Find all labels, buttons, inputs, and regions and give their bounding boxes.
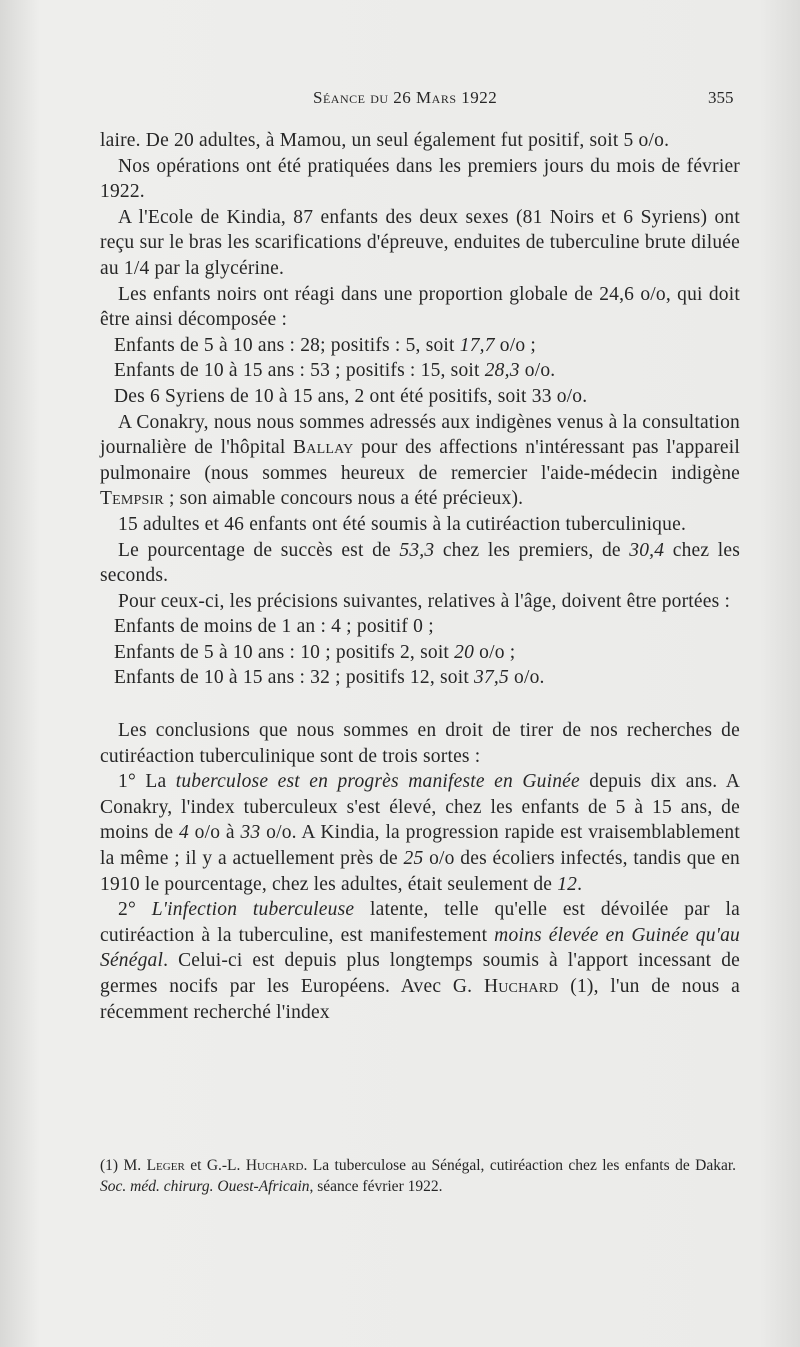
paragraph-operations-date: Nos opérations ont été pratiquées dans les premiers jours du mois de février 1922.	[100, 155, 740, 203]
running-head: Séance du 26 Mars 1922	[313, 88, 498, 107]
result-line-5-10: Enfants de 5 à 10 ans : 28; positifs : 5, soit 17,7 o/o ;	[114, 334, 536, 356]
section-gap	[100, 691, 740, 718]
age-line-10-15: Enfants de 10 à 15 ans : 32 ; positifs 12, soit 37,5 o/o.	[114, 667, 545, 689]
paragraph-continuation: laire. De 20 adultes, à Mamou, un seul également fut positif, soit 5 o/o.	[100, 130, 670, 151]
result-line-10-15: Enfants de 10 à 15 ans : 53 ; positifs : 15, soit 28,3 o/o.	[114, 360, 556, 382]
paragraph-kindia-results: Les enfants noirs ont réagi dans une proportion globale de 24,6 o/o, qui doit être ainsi décomposée :	[100, 283, 740, 331]
paragraph-subjects: 15 adultes et 46 enfants ont été soumis à la cutiréaction tuberculinique.	[118, 513, 687, 535]
page-number: 355	[708, 88, 734, 107]
page-header	[0, 88, 800, 118]
paragraph-success-rate: Le pourcentage de succès est de 53,3 chez les premiers, de 30,4 chez les seconds.	[100, 539, 740, 587]
paragraph-conclusions-intro: Les conclusions que nous sommes en droit de tirer de nos recherches de cutiréaction tuberculinique sont de trois sortes :	[100, 720, 740, 767]
paragraph-conclusion-2: 2° L'infection tuberculeuse latente, telle qu'elle est dévoilée par la cutiréaction à la tuberculine, est manifestement moins élevée en Guinée qu'au Sénégal. Celui-ci est depuis plus longtemps soumis à l'apport incessant de germes nocifs par les Européens. Avec G. Huchard (1), l'un de nous a récemment recherché l'index	[100, 899, 740, 1023]
paragraph-conakry: A Conakry, nous nous sommes adressés aux indigènes venus à la consultation journalière de l'hôpital Ballay pour des affections n'intéressant pas l'appareil pulmonaire (nous sommes heureux de remercier l'aide-médecin indigène Tempsir ; son aimable concours nous a été précieux).	[100, 411, 741, 510]
result-line-syriens: Des 6 Syriens de 10 à 15 ans, 2 ont été positifs, soit 33 o/o.	[114, 385, 588, 407]
age-line-5-10: Enfants de 5 à 10 ans : 10 ; positifs 2, soit 20 o/o ;	[114, 641, 516, 663]
footnote: (1) M. Leger et G.-L. Huchard. La tuberculose au Sénégal, cutiréaction chez les enfants de Dakar. Soc. méd. chirurg. Ouest-Africain, séance février 1922.	[100, 1157, 737, 1195]
paragraph-age-precisions: Pour ceux-ci, les précisions suivantes, relatives à l'âge, doivent être portées :	[118, 590, 731, 612]
body-text	[100, 128, 740, 1025]
paragraph-conclusion-1: 1° La tuberculose est en progrès manifeste en Guinée depuis dix ans. A Conakry, l'index tuberculeux s'est élevé, chez les enfants de 5 à 15 ans, de moins de 4 o/o à 33 o/o. A Kindia, la progression rapide est vraisemblablement la même ; il y a actuellement près de 25 o/o des écoliers infectés, tandis que en 1910 le pourcentage, chez les adultes, était seulement de 12.	[100, 771, 740, 895]
age-line-under-1: Enfants de moins de 1 an : 4 ; positif 0 ;	[114, 616, 434, 638]
paragraph-kindia-school: A l'Ecole de Kindia, 87 enfants des deux sexes (81 Noirs et 6 Syriens) ont reçu sur le bras les scarifications d'épreuve, enduites de tuberculine brute diluée au 1/4 par la glycérine.	[100, 206, 740, 279]
